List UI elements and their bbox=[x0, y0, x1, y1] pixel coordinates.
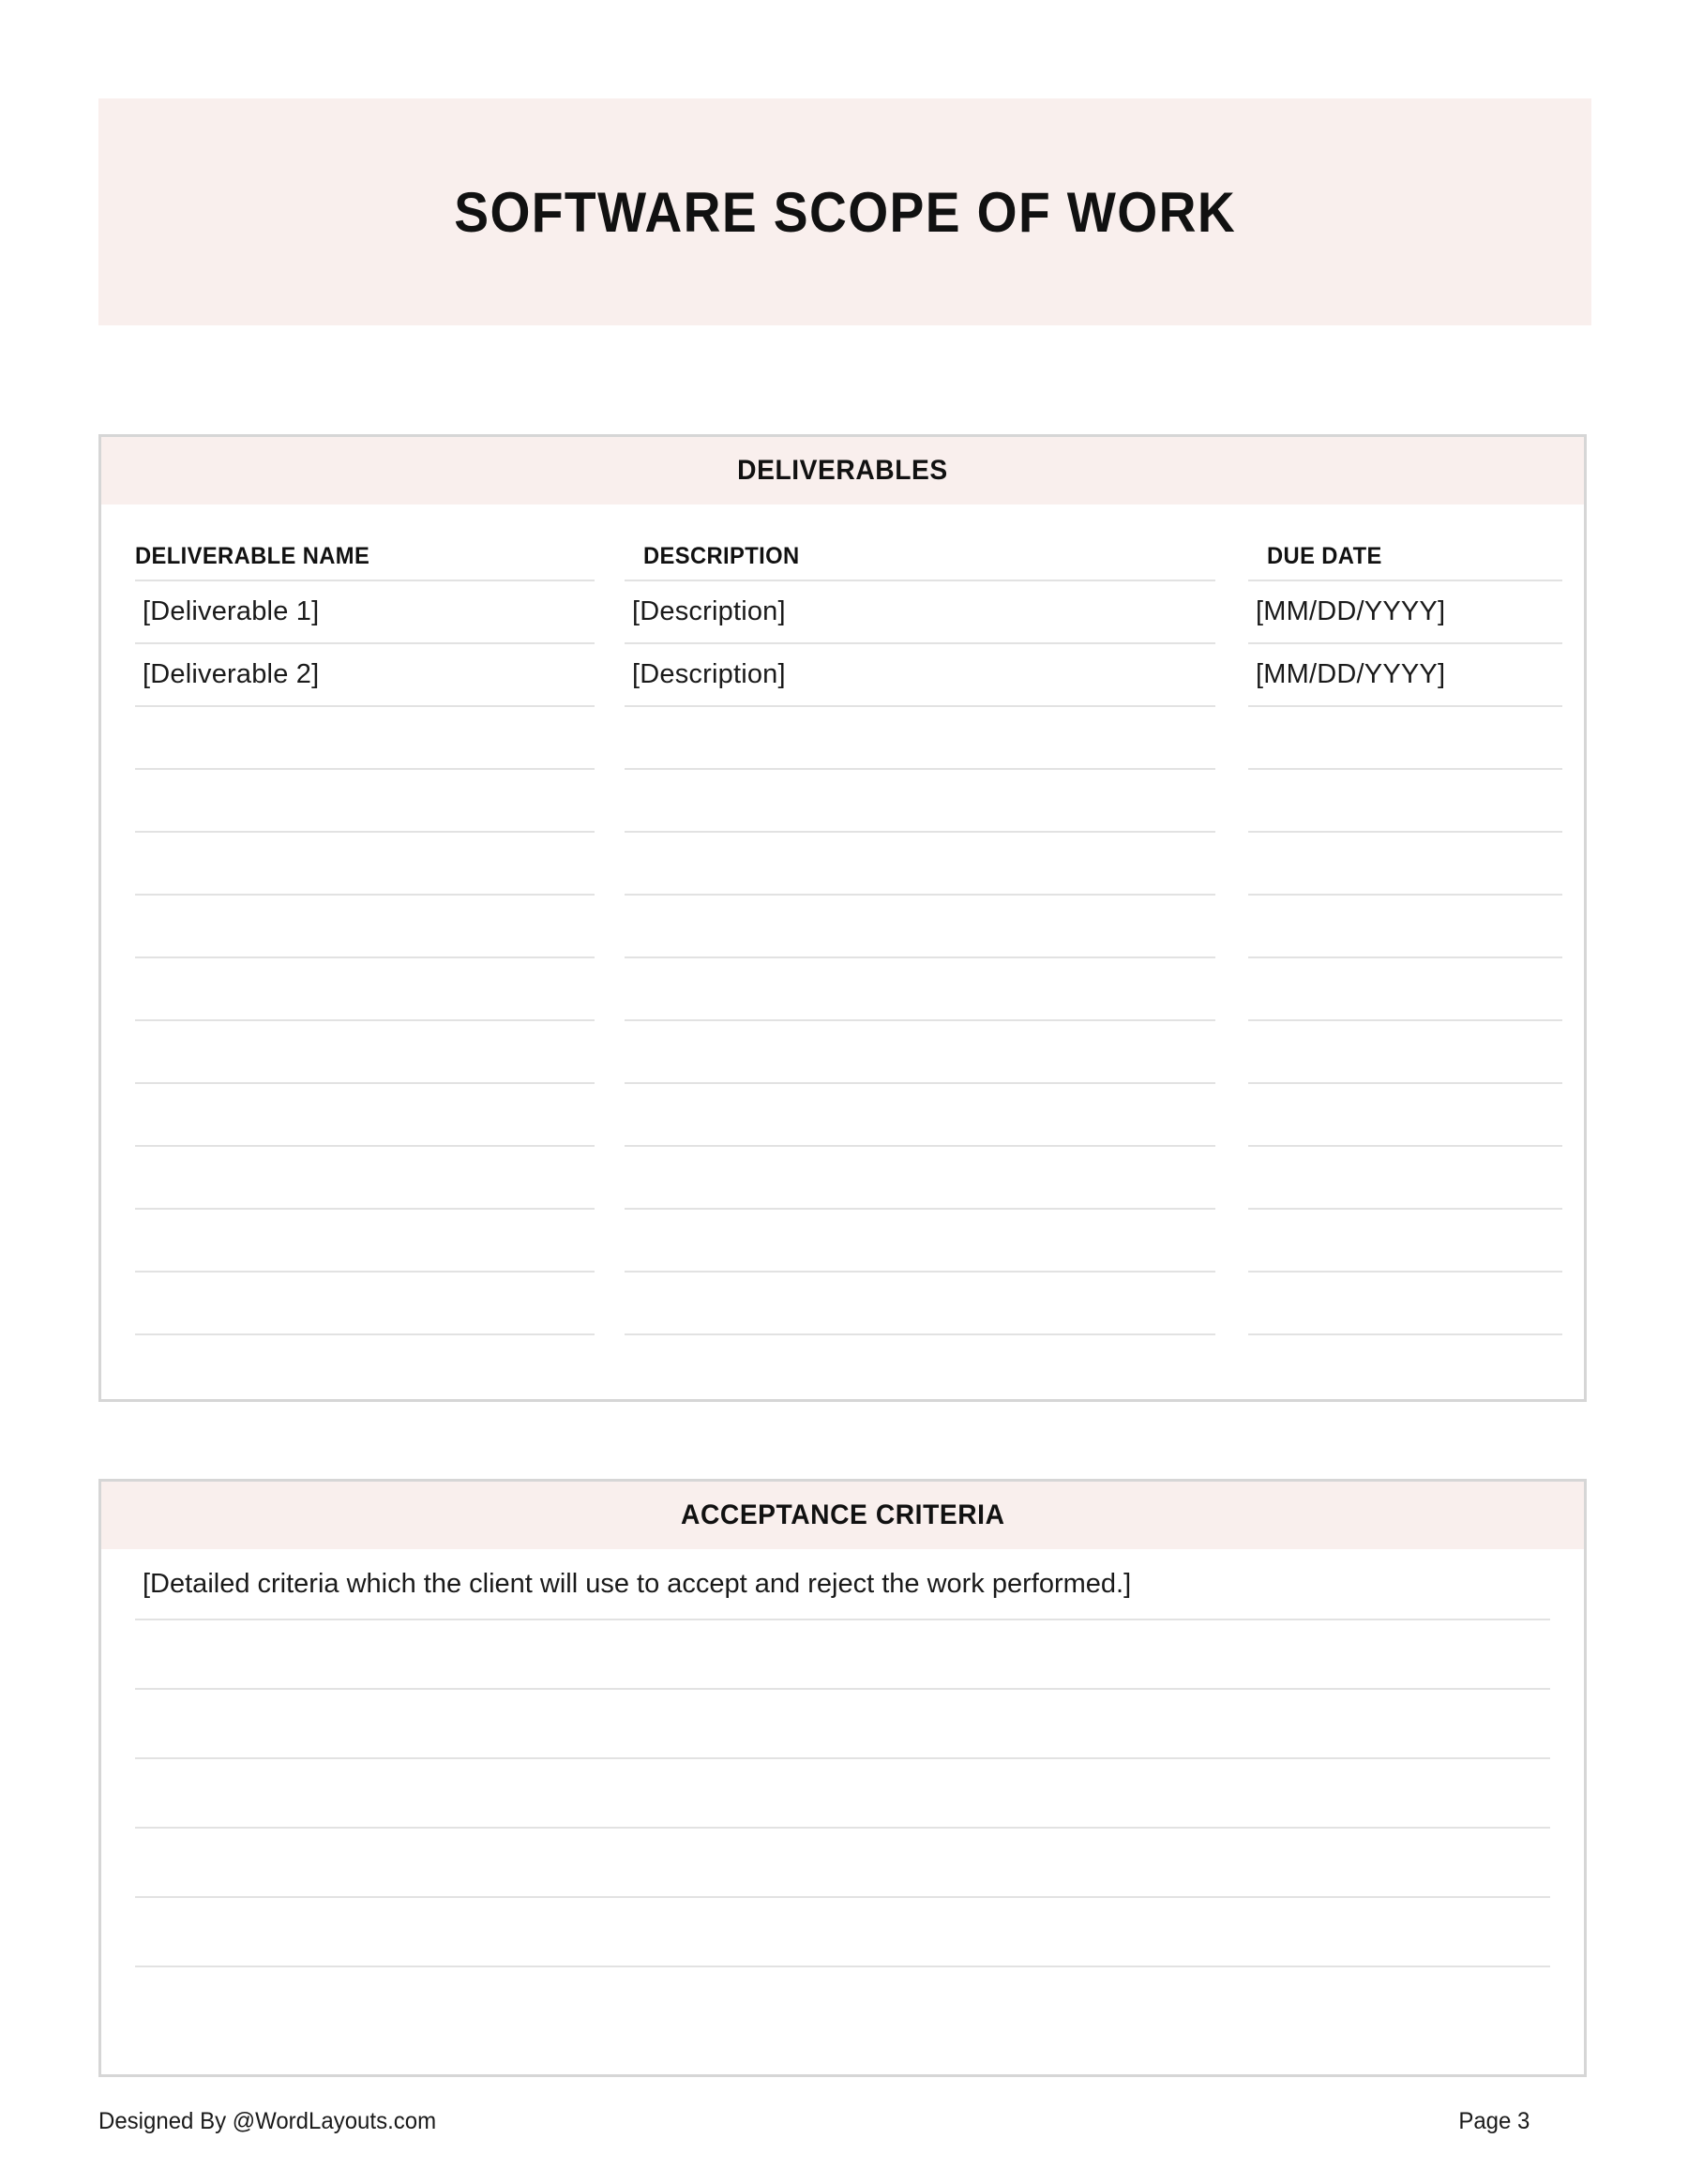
acceptance-criteria-section-header bbox=[101, 1482, 1584, 1549]
description-cell[interactable] bbox=[625, 1082, 1215, 1145]
table-rule-segment bbox=[1248, 1333, 1562, 1335]
deliverables-section-header bbox=[101, 437, 1584, 505]
deliverable-name-cell[interactable] bbox=[135, 956, 595, 1019]
column-header-due-date: DUE DATE bbox=[1267, 543, 1382, 569]
description-cell[interactable] bbox=[625, 1208, 1215, 1271]
table-row[interactable] bbox=[101, 642, 1584, 705]
table-row[interactable] bbox=[101, 1019, 1584, 1082]
due-date-cell[interactable] bbox=[1248, 1271, 1562, 1333]
table-row[interactable] bbox=[101, 894, 1584, 956]
cell-text: [Description] bbox=[632, 659, 786, 689]
description-cell[interactable] bbox=[625, 1271, 1215, 1333]
due-date-cell[interactable] bbox=[1248, 580, 1562, 642]
due-date-cell[interactable] bbox=[1248, 1208, 1562, 1271]
description-cell[interactable] bbox=[625, 1145, 1215, 1208]
deliverable-name-cell[interactable] bbox=[135, 580, 595, 642]
table-row[interactable] bbox=[101, 1208, 1584, 1271]
due-date-cell[interactable] bbox=[1248, 768, 1562, 831]
deliverable-name-cell[interactable] bbox=[135, 1145, 595, 1208]
table-rule-segment bbox=[625, 1333, 1215, 1335]
acceptance-criteria-body bbox=[101, 1549, 1584, 2035]
page-title: SOFTWARE SCOPE OF WORK bbox=[454, 180, 1236, 244]
due-date-cell[interactable] bbox=[1248, 1145, 1562, 1208]
description-cell[interactable] bbox=[625, 956, 1215, 1019]
deliverables-table bbox=[101, 505, 1584, 1333]
description-cell[interactable] bbox=[625, 1019, 1215, 1082]
table-row[interactable] bbox=[101, 831, 1584, 894]
due-date-cell[interactable] bbox=[1248, 831, 1562, 894]
description-cell[interactable] bbox=[625, 580, 1215, 642]
footer-page-number: Page 3 bbox=[1458, 2108, 1530, 2134]
table-row[interactable] bbox=[101, 1145, 1584, 1208]
deliverable-name-cell[interactable] bbox=[135, 894, 595, 956]
acceptance-criteria-section bbox=[98, 1479, 1587, 2077]
table-row[interactable] bbox=[101, 956, 1584, 1019]
table-row[interactable] bbox=[101, 705, 1584, 768]
deliverable-name-cell[interactable] bbox=[135, 1082, 595, 1145]
cell-text: [Description] bbox=[632, 596, 786, 626]
acceptance-criteria-line[interactable] bbox=[135, 1898, 1550, 1967]
due-date-cell[interactable] bbox=[1248, 956, 1562, 1019]
deliverable-name-cell[interactable] bbox=[135, 1019, 595, 1082]
due-date-cell[interactable] bbox=[1248, 1082, 1562, 1145]
column-header-description: DESCRIPTION bbox=[643, 543, 800, 569]
acceptance-criteria-line[interactable] bbox=[135, 1620, 1550, 1690]
description-cell[interactable] bbox=[625, 642, 1215, 705]
deliverable-name-cell[interactable] bbox=[135, 642, 595, 705]
table-rule-segment bbox=[135, 1333, 595, 1335]
due-date-cell[interactable] bbox=[1248, 642, 1562, 705]
description-cell[interactable] bbox=[625, 705, 1215, 768]
acceptance-criteria-line[interactable] bbox=[135, 1967, 1550, 2035]
cell-text: [MM/DD/YYYY] bbox=[1256, 659, 1446, 689]
page-footer bbox=[98, 2108, 1530, 2135]
deliverable-name-cell[interactable] bbox=[135, 1208, 595, 1271]
deliverable-name-cell[interactable] bbox=[135, 768, 595, 831]
description-cell[interactable] bbox=[625, 894, 1215, 956]
table-row[interactable] bbox=[101, 1082, 1584, 1145]
acceptance-criteria-line[interactable] bbox=[135, 1759, 1550, 1829]
deliverables-section bbox=[98, 434, 1587, 1402]
deliverables-section-title: DELIVERABLES bbox=[737, 455, 948, 486]
acceptance-criteria-section-title: ACCEPTANCE CRITERIA bbox=[680, 1499, 1005, 1530]
acceptance-criteria-line[interactable] bbox=[135, 1549, 1550, 1620]
cell-text: [Deliverable 1] bbox=[143, 596, 320, 626]
deliverable-name-cell[interactable] bbox=[135, 705, 595, 768]
acceptance-criteria-line-text: [Detailed criteria which the client will use to accept and reject the work performed.] bbox=[143, 1568, 1132, 1599]
due-date-cell[interactable] bbox=[1248, 894, 1562, 956]
footer-credit: Designed By @WordLayouts.com bbox=[98, 2108, 437, 2134]
deliverable-name-cell[interactable] bbox=[135, 1271, 595, 1333]
column-header-deliverable-name: DELIVERABLE NAME bbox=[135, 543, 370, 569]
description-cell[interactable] bbox=[625, 831, 1215, 894]
due-date-cell[interactable] bbox=[1248, 1019, 1562, 1082]
acceptance-criteria-line[interactable] bbox=[135, 1829, 1550, 1898]
table-row[interactable] bbox=[101, 580, 1584, 642]
table-row[interactable] bbox=[101, 1271, 1584, 1333]
cell-text: [Deliverable 2] bbox=[143, 659, 320, 689]
description-cell[interactable] bbox=[625, 768, 1215, 831]
due-date-cell[interactable] bbox=[1248, 705, 1562, 768]
deliverables-column-headers bbox=[101, 505, 1584, 580]
document-title-banner bbox=[98, 98, 1591, 325]
cell-text: [MM/DD/YYYY] bbox=[1256, 596, 1446, 626]
table-row[interactable] bbox=[101, 768, 1584, 831]
deliverable-name-cell[interactable] bbox=[135, 831, 595, 894]
acceptance-criteria-line[interactable] bbox=[135, 1690, 1550, 1759]
